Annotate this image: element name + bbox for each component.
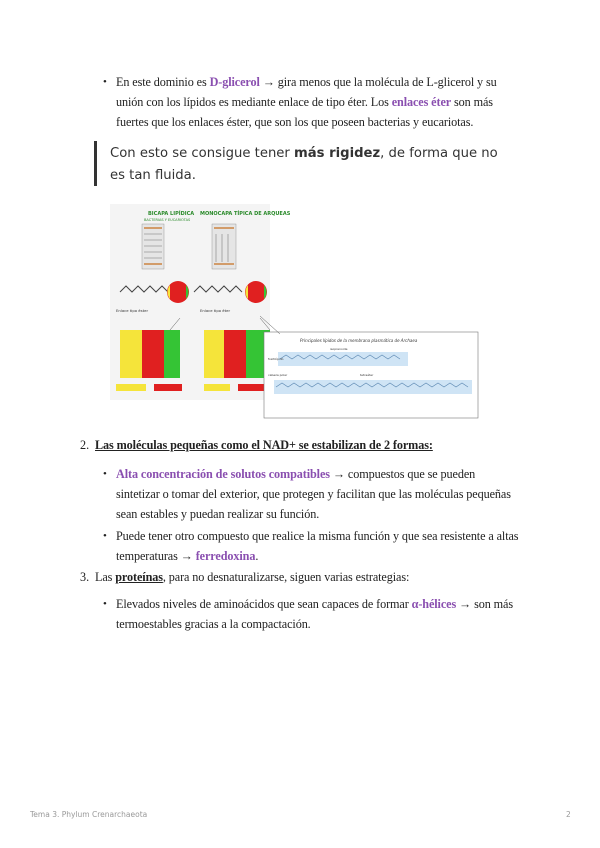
blockquote	[110, 143, 510, 187]
bullet-marker: •	[103, 598, 107, 610]
highlight-alpha-helices: α-hélices	[411, 597, 457, 611]
block-yellow-right	[204, 330, 224, 378]
text-run: son más fuertes que los enlaces éster, que son los que poseen bacterias y eucariotas.	[116, 95, 493, 129]
text-run: , para no desnaturalizarse, siguen varias estrategias:	[162, 570, 410, 584]
highlight-ferredoxina: ferredoxina	[195, 549, 256, 563]
text-run: → gira menos que la molécula de L-glicerol y su unión con los lípidos es mediante enlace de tipo éter. Los	[116, 75, 497, 109]
inset-label-4: tetraéter	[360, 373, 374, 377]
highlight-d-glicerol: D-glicerol	[209, 75, 260, 89]
paragraph-ferredoxina	[116, 526, 521, 566]
block-green-left	[164, 330, 180, 378]
text-run: Las	[95, 570, 116, 584]
block-yellow-left	[120, 330, 142, 378]
text-run: Puede tener otro compuesto que realice la misma función y que sea resistente a altas temperaturas →	[116, 529, 519, 563]
paragraph-solutos	[116, 464, 521, 524]
item-3-title	[95, 567, 515, 587]
paragraph-glycerol	[116, 72, 511, 132]
inset-panel	[264, 332, 478, 418]
label-yellow-right	[204, 384, 230, 391]
text-run: → son más termoestables gracias a la compactación.	[116, 597, 514, 631]
highlight-solutos: Alta concentración de solutos compatibles	[116, 467, 330, 481]
inset-label-2: isoprenoide	[330, 347, 348, 351]
figure-right-title: MONOCAPA TÍPICA DE ARQUEAS	[200, 211, 291, 217]
text-run: En este dominio es	[116, 75, 210, 89]
item-2-heading: Las moléculas pequeñas como el NAD+ se estabilizan de 2 formas:	[95, 438, 433, 452]
text-run: → compuestos que se pueden sintetizar o tomar del exterior, que protegen y facilitan que las moléculas pequeñas sean estables y puedan realizar su función.	[116, 467, 511, 521]
footer-title: Tema 3. Phylum Crenarchaeota	[30, 810, 148, 819]
right-caption: Enlace tipo éter	[200, 308, 231, 313]
bullet-marker: •	[103, 530, 107, 542]
block-red-left	[142, 330, 164, 378]
left-caption: Enlace tipo éster	[116, 308, 149, 313]
inset-label-3: cabeza polar	[268, 373, 288, 377]
highlight-enlaces-eter: enlaces éter	[391, 95, 452, 109]
glycerol-head-right	[245, 281, 267, 303]
label-red-right	[238, 384, 264, 391]
item-2-title	[95, 435, 515, 455]
figure-left-sub: BACTERIAS Y EUCARIOTAS	[144, 218, 191, 222]
bullet-marker: •	[103, 76, 107, 88]
bold-proteinas: proteínas	[115, 570, 163, 584]
label-red-left	[154, 384, 182, 391]
label-yellow-left	[116, 384, 146, 391]
figure-left-title: BICAPA LIPÍDICA	[148, 211, 195, 217]
bullet-marker: •	[103, 468, 107, 480]
glycerol-head-left	[167, 281, 189, 303]
text-run: , de forma que no es tan fluida.	[110, 146, 498, 183]
page-number: 2	[566, 810, 571, 819]
bilayer-stack	[142, 224, 164, 269]
list-number-3: 3.	[80, 570, 90, 584]
text-run: Elevados niveles de aminoácidos que sean capaces de formar	[116, 597, 412, 611]
bold-rigidez: más rigidez	[294, 146, 381, 161]
list-number-2: 2.	[80, 438, 90, 452]
membrane-figure	[110, 204, 480, 419]
quote-bar	[94, 141, 97, 186]
inset-label-1: fosfolípido	[268, 357, 284, 361]
monolayer-stack	[212, 224, 236, 269]
text-run: Con esto se consigue tener	[110, 146, 295, 161]
block-red-right	[224, 330, 246, 378]
inset-title: Principales lípidos de la membrana plasmática de Archaea	[300, 338, 418, 343]
paragraph-helices	[116, 594, 521, 634]
text-run: .	[255, 549, 259, 563]
